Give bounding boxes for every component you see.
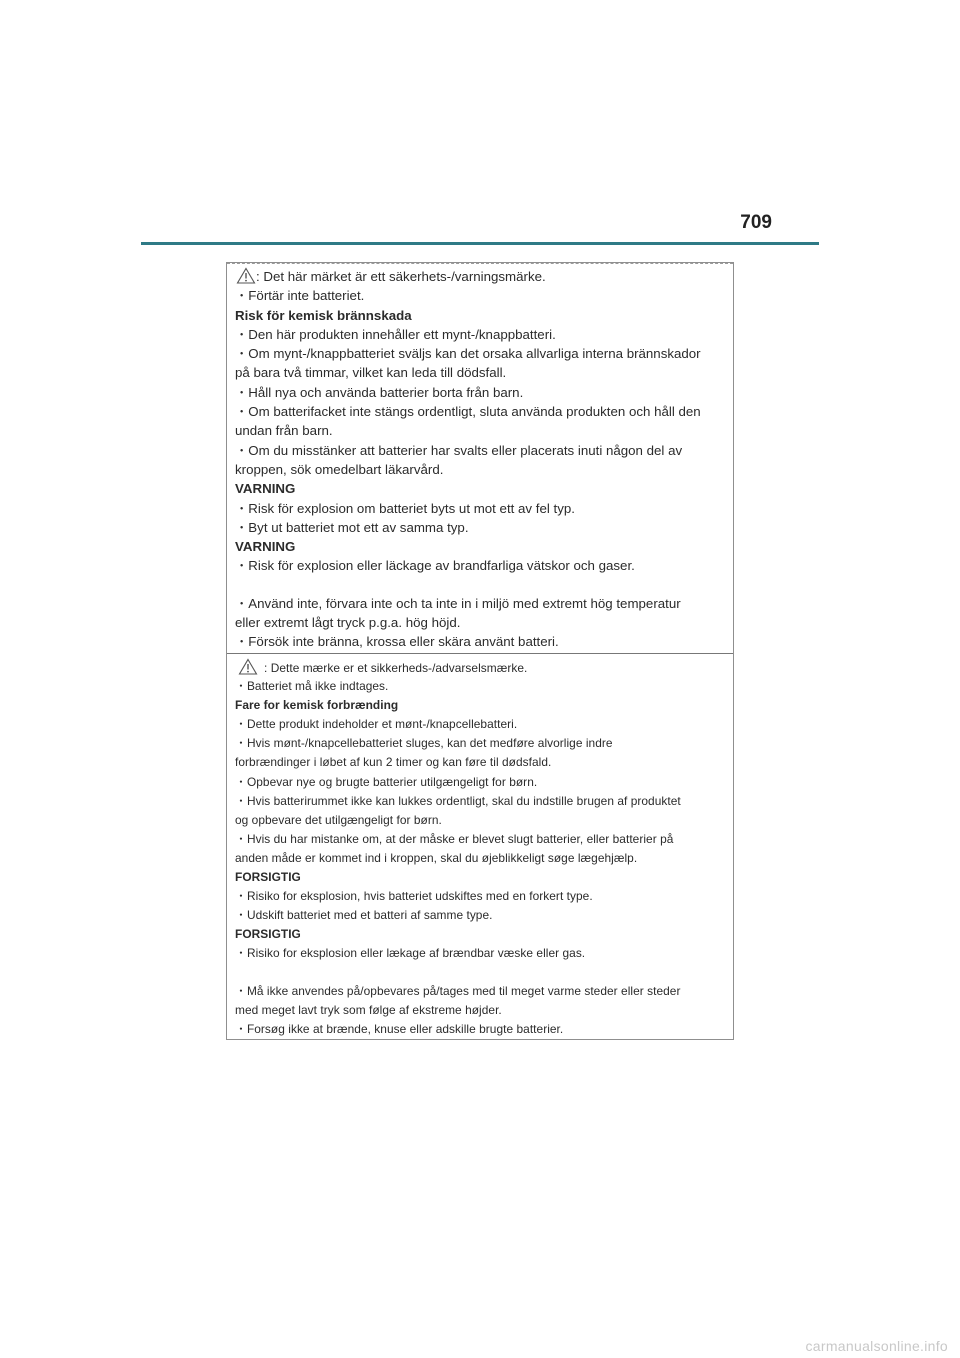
swedish-heading: VARNING [235, 539, 296, 555]
danish-text-line: ・Opbevar nye og brugte batterier utilgængeligt for børn. [235, 774, 538, 789]
swedish-heading: VARNING [235, 481, 296, 497]
danish-text-line: og opbevare det utilgængeligt for børn. [235, 812, 442, 827]
danish-text-line: ・Hvis mønt-/knapcellebatteriet sluges, kan det medføre alvorlige indre [235, 736, 613, 751]
swedish-text-line: ・Byt ut batteriet mot ett av samma typ. [235, 519, 469, 535]
box-top-border [227, 263, 733, 264]
swedish-text-line: kroppen, sök omedelbart läkarvård. [235, 461, 444, 477]
danish-text-line: anden måde er kommet ind i kroppen, skal du øjeblikkeligt søge lægehjælp. [235, 850, 638, 865]
swedish-heading: Risk för kemisk brännskada [235, 307, 412, 323]
danish-text-line: ・Udskift batteriet med et batteri af samme type. [235, 908, 493, 923]
swedish-text-line: ・Håll nya och använda batterier borta från barn. [235, 384, 524, 400]
swedish-section [227, 267, 733, 652]
swedish-text-line: ・Om du misstänker att batterier har svalts eller placerats inuti någon del av [235, 442, 683, 458]
danish-heading: FORSIGTIG [235, 870, 301, 885]
swedish-text-line: ・Förtär inte batteriet. [235, 288, 365, 304]
swedish-text-line: på bara två timmar, vilket kan leda till dödsfall. [235, 365, 507, 381]
swedish-symbol-text: : Det här märket är ett säkerhets-/varningsmärke. [256, 269, 546, 284]
danish-lines [235, 677, 725, 1039]
swedish-text-line: ・Använd inte, förvara inte och ta inte in i miljö med extremt hög temperatur [235, 595, 681, 611]
swedish-lines [235, 286, 725, 651]
danish-text-line: forbrændinger i løbet af kun 2 timer og kan føre til dødsfald. [235, 755, 552, 770]
swedish-text-line: ・Försök inte bränna, krossa eller skära använt batteri. [235, 634, 559, 650]
danish-text-line: ・Hvis batterirummet ikke kan lukkes ordentligt, skal du indstille brugen af produktet [235, 793, 681, 808]
swedish-symbol-note [235, 267, 725, 286]
danish-text-line: ・Risiko for eksplosion, hvis batteriet udskiftes med en forkert type. [235, 889, 593, 904]
danish-text-line: ・Risiko for eksplosion eller lækage af brændbar væske eller gas. [235, 946, 586, 961]
danish-text-line: ・Batteriet må ikke indtages. [235, 679, 389, 694]
danish-heading: FORSIGTIG [235, 927, 301, 942]
danish-text-line: ・Forsøg ikke at brænde, knuse eller adskille brugte batterier. [235, 1021, 564, 1036]
page-number: 709 [740, 212, 772, 233]
danish-symbol-note [235, 658, 725, 677]
danish-text-line: ・Dette produkt indeholder et mønt-/knapcellebatteri. [235, 717, 518, 732]
header-rule [141, 242, 819, 245]
swedish-text-line: eller extremt lågt tryck p.g.a. hög höjd. [235, 615, 461, 631]
swedish-text-line: undan från barn. [235, 423, 333, 439]
battery-warning-box [226, 262, 734, 1040]
danish-text-line: ・Må ikke anvendes på/opbevares på/tages med til meget varme steder eller steder [235, 983, 681, 998]
danish-heading: Fare for kemisk forbrænding [235, 698, 399, 713]
watermark: carmanualsonline.info [805, 1338, 948, 1354]
swedish-text-line: ・Den här produkten innehåller ett mynt-/knappbatteri. [235, 326, 556, 342]
swedish-text-line: ・Risk för explosion om batteriet byts ut mot ett av fel typ. [235, 500, 575, 516]
danish-symbol-text: : Dette mærke er et sikkerheds-/advarselsmærke. [264, 661, 528, 675]
danish-section [227, 653, 733, 1039]
swedish-text-line: ・Om mynt-/knappbatteriet sväljs kan det orsaka allvarliga interna brännskador [235, 346, 701, 362]
swedish-text-line: ・Om batterifacket inte stängs ordentligt, sluta använda produkten och håll den [235, 404, 701, 420]
swedish-text-line: ・Risk för explosion eller läckage av brandfarliga vätskor och gaser. [235, 558, 635, 574]
danish-text-line: ・Hvis du har mistanke om, at der måske er blevet slugt batterier, eller batterier på [235, 831, 674, 846]
danish-text-line: med meget lavt tryk som følge af ekstreme højder. [235, 1002, 502, 1017]
